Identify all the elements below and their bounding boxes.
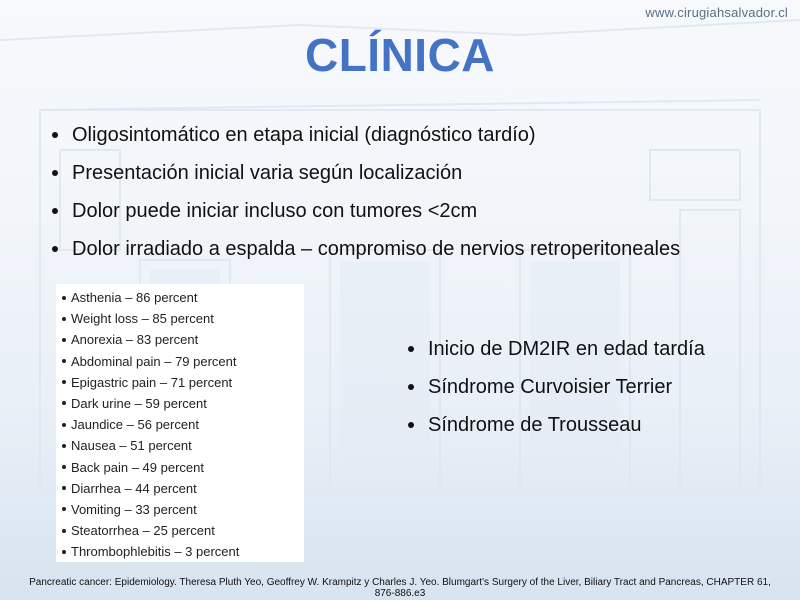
main-bullet-item <box>48 192 793 230</box>
symptom-text: Vomiting – 33 percent <box>71 501 197 517</box>
symptom-item <box>56 457 304 478</box>
symptom-text: Diarrhea – 44 percent <box>71 480 197 496</box>
bullet-icon <box>62 359 66 363</box>
symptom-text: Epigastric pain – 71 percent <box>71 374 233 390</box>
main-bullet-list <box>48 116 793 268</box>
symptom-item <box>56 435 304 456</box>
main-bullet-text: Presentación inicial varia según localización <box>72 162 463 184</box>
main-bullet-item <box>48 230 793 268</box>
symptom-text: Jaundice – 56 percent <box>71 417 199 433</box>
page-title: CLÍNICA <box>304 29 496 81</box>
symptom-item <box>56 393 304 414</box>
bullet-icon <box>408 422 414 428</box>
bullet-icon <box>62 296 66 300</box>
symptom-item <box>56 372 304 393</box>
side-bullet-text: Síndrome Curvoisier Terrier <box>428 376 673 398</box>
side-bullet-list <box>404 330 705 444</box>
symptom-text: Weight loss – 85 percent <box>71 311 214 327</box>
bullet-icon <box>408 346 414 352</box>
symptom-list-box <box>56 284 304 562</box>
symptom-item <box>56 499 304 520</box>
symptom-item <box>56 541 304 562</box>
side-bullet-item <box>404 368 705 406</box>
symptom-text: Abdominal pain – 79 percent <box>71 353 237 369</box>
bullet-icon <box>62 550 66 554</box>
bullet-icon <box>62 423 66 427</box>
footer-citation: Pancreatic cancer: Epidemiology. Theresa Pluth Yeo, Geoffrey W. Krampitz y Charles J. Yeo. Blumgart's Surgery of the Liver, Biliary Tract and Pancreas, CHAPTER 61, 876-886.e3 <box>29 577 771 599</box>
bullet-icon <box>62 317 66 321</box>
symptom-text: Steatorrhea – 25 percent <box>71 523 215 539</box>
bullet-icon <box>62 507 66 511</box>
main-bullet-text: Dolor irradiado a espalda – compromiso de nervios retroperitoneales <box>72 238 681 260</box>
bullet-icon <box>62 380 66 384</box>
bullet-icon <box>62 401 66 405</box>
symptom-text: Thrombophlebitis – 3 percent <box>71 544 240 560</box>
symptom-text: Asthenia – 86 percent <box>71 290 198 305</box>
bullet-icon <box>52 246 58 252</box>
side-bullet-item <box>404 406 705 444</box>
symptom-item <box>56 308 304 329</box>
symptom-item <box>56 414 304 435</box>
main-bullet-text: Dolor puede iniciar incluso con tumores <2cm <box>72 200 478 222</box>
bullet-icon <box>62 465 66 469</box>
symptom-text: Dark urine – 59 percent <box>71 395 207 411</box>
symptom-item <box>56 329 304 350</box>
symptom-list <box>56 284 304 562</box>
bullet-icon <box>62 529 66 533</box>
site-url-logo: www.cirugiahsalvador.cl <box>645 5 788 20</box>
symptom-item <box>56 520 304 541</box>
bullet-icon <box>62 338 66 342</box>
symptom-item <box>56 287 304 308</box>
symptom-text: Anorexia – 83 percent <box>71 332 199 348</box>
symptom-text: Nausea – 51 percent <box>71 438 192 454</box>
side-bullet-text: Síndrome de Trousseau <box>428 414 642 436</box>
bullet-icon <box>52 170 58 176</box>
bullet-icon <box>62 444 66 448</box>
main-bullet-item <box>48 116 793 154</box>
symptom-text: Back pain – 49 percent <box>71 459 204 475</box>
bullet-icon <box>62 486 66 490</box>
bullet-icon <box>52 208 58 214</box>
bullet-icon <box>408 384 414 390</box>
symptom-item <box>56 478 304 499</box>
side-bullet-item <box>404 330 705 368</box>
main-bullet-item <box>48 154 793 192</box>
main-bullet-text: Oligosintomático en etapa inicial (diagnóstico tardío) <box>72 124 536 146</box>
symptom-item <box>56 351 304 372</box>
bullet-icon <box>52 132 58 138</box>
side-bullet-text: Inicio de DM2IR en edad tardía <box>428 338 705 360</box>
